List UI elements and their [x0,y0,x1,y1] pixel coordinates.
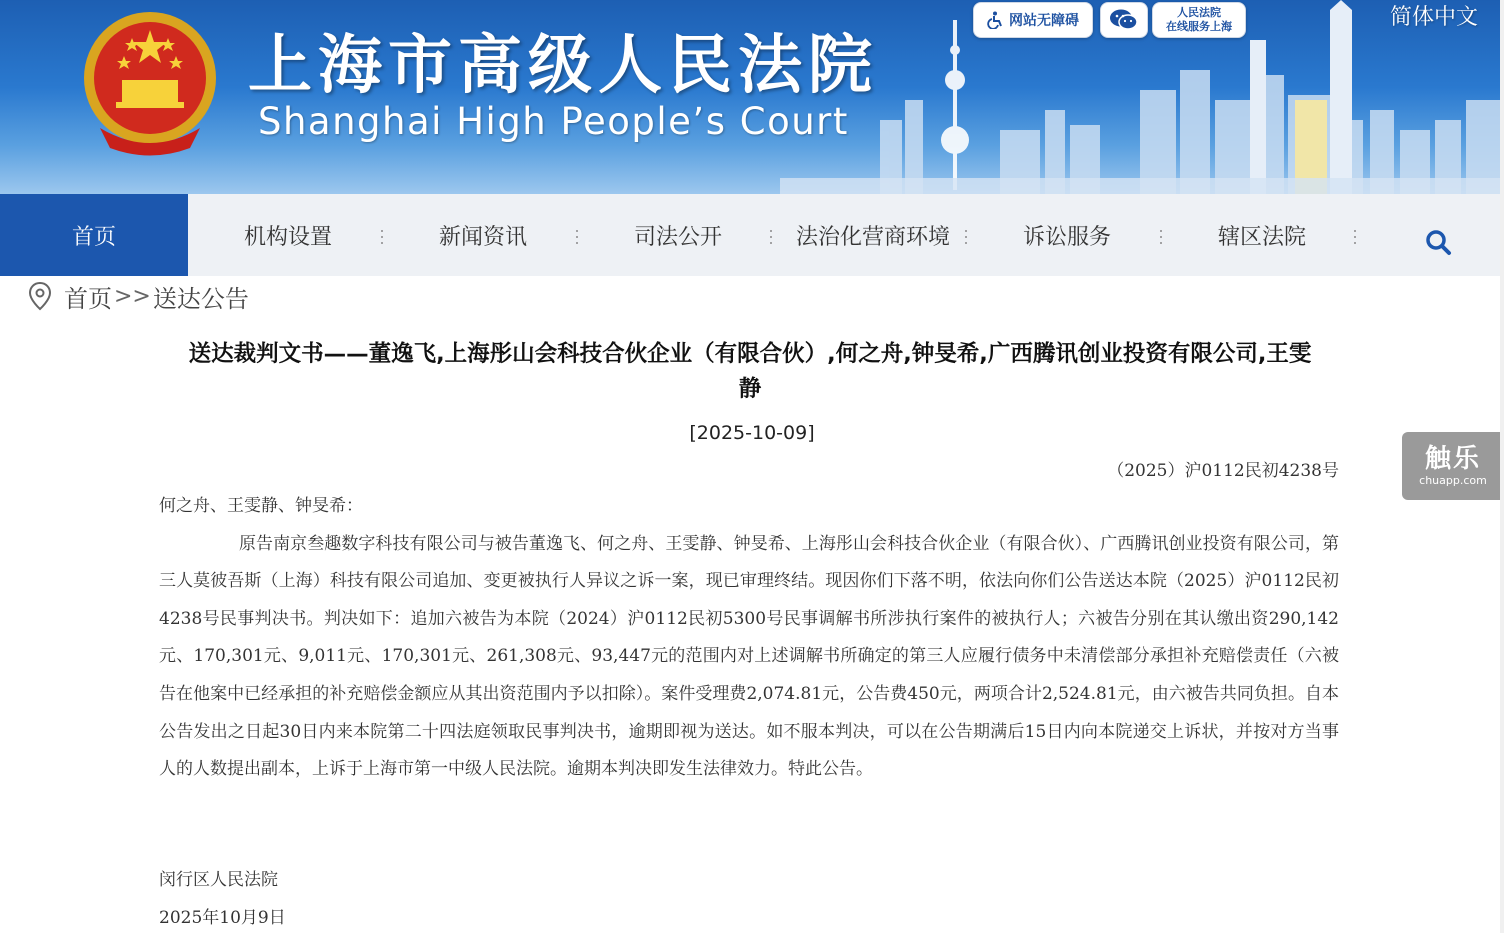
watermark-brand: 触乐 [1424,444,1481,474]
nav-item-litigation-services[interactable]: 诉讼服务 [1022,224,1111,250]
nav-item-organization[interactable]: 机构设置 [243,224,332,250]
online-court-line2: 在线服务上海 [1166,20,1232,33]
online-court-line1: 人民法院 [1177,6,1221,19]
accessibility-label: 网站无障碍 [1009,13,1079,29]
online-court-button[interactable] [1152,2,1246,38]
nav-item-district-courts[interactable]: 辖区法院 [1217,224,1306,250]
national-emblem-icon [80,8,220,158]
location-pin-icon [28,281,52,311]
nav-divider [1353,230,1357,244]
nav-item-news[interactable]: 新闻资讯 [438,224,527,250]
addressee-line: 何之舟、王雯静、钟旻希： [159,496,363,516]
accessibility-button[interactable] [973,2,1093,38]
language-switch[interactable]: 简体中文 [1390,5,1479,30]
site-title-cn: 上海市高级人民法院 [248,29,878,103]
breadcrumb-current-link[interactable]: 送达公告 [152,284,249,313]
site-title-en: Shanghai High People’s Court [258,100,849,143]
signed-date: 2025年10月9日 [159,907,286,928]
breadcrumb [28,277,249,315]
breadcrumb-separator: >> [114,283,151,309]
search-icon[interactable] [1424,228,1452,256]
breadcrumb-home-link[interactable]: 首页 [64,284,112,313]
page-scrollbar[interactable] [1500,0,1504,933]
nav-item-business-environment[interactable]: 法治化营商环境 [795,224,950,250]
case-number: （2025）沪0112民初4238号 [1107,461,1339,481]
header-banner [0,0,1504,194]
notice-paragraph: 原告南京叁趣数字科技有限公司与被告董逸飞、何之舟、王雯静、钟旻希、上海彤山会科技合伙企业（有限合伙）、广西腾讯创业投资有限公司，第三人莫彼吾斯（上海）科技有限公司追加、变更被执行人异议之诉一案，现已审理终结。现因你们下落不明，依法向你们公告送达本院（2025）沪0112民初4238号民事判决书。判决如下：追加六被告为本院（2024）沪0112民初5300号民事调解书所涉执行案件的被执行人；六被告分别在其认缴出资290,142元、170,301元、9,011元、170,301元、261,308元、93,447元的范围内对上述调解书所确定的第三人应履行债务中未清偿部分承担补充赔偿责任（六被告在他案中已经承担的补充赔偿金额应从其出资范围内予以扣除）。案件受理费2,074.81元，公告费450元，两项合计2,524.81元，由六被告共同负担。自本公告发出之日起30日内来本院第二十四法庭领取民事判决书，逾期即视为送达。如不服本判决，可以在公告期满后15日内向本院递交上诉状，并按对方当事人的人数提出副本，上诉于上海市第一中级人民法院。逾期本判决即发生法律效力。特此公告。 [159,533,1339,780]
article-title: 送达裁判文书——董逸飞,上海彤山会科技合伙企业（有限合伙）,何之舟,钟旻希,广西腾讯创业投资有限公司,王雯静 [188,341,1312,402]
wechat-button[interactable] [1100,2,1148,38]
signature-block [159,862,286,937]
article-date: [2025-10-09] [689,422,815,444]
main-nav [0,194,1504,276]
watermark-domain: chuapp.com [1419,474,1487,487]
court-name: 闵行区人民法院 [159,870,278,890]
chuapp-watermark [1402,432,1504,500]
wechat-icon [1109,8,1139,32]
nav-item-home[interactable]: 首页 [0,194,188,276]
article-body [159,488,1339,789]
nav-item-judicial-openness[interactable]: 司法公开 [633,224,722,250]
wheelchair-icon [987,11,1005,29]
